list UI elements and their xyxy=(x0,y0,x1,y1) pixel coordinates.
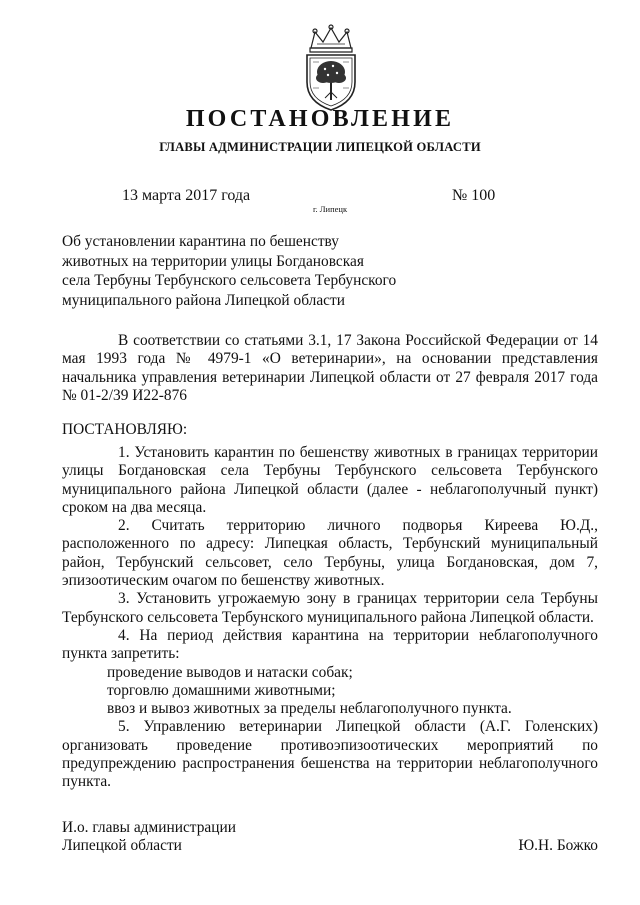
decree-item-3: 3. Установить угрожаемую зону в границах территории села Тербуны Тербунского сельсовета Тербунского муниципального района Липецкой области. xyxy=(62,590,598,626)
preamble-paragraph: В соответствии со статьями 3.1, 17 Закона Российской Федерации от 14 мая 1993 года № 4979-1 «О ветеринарии», на основании представления начальника управления ветеринарии Липецкой области от 27 февраля 2017 года № 01-2/39 И22-876 xyxy=(62,332,598,404)
signature-position-line: И.о. главы администрации xyxy=(62,819,236,836)
subject-line: села Тербуны Тербунского сельсовета Тербунского xyxy=(62,272,397,290)
decree-item-1: 1. Установить карантин по бешенству животных в границах территории улицы Богдановская села Тербуны Тербунского сельсовета Тербунского муниципального района Липецкой области (далее - неблагополучный пункт) сроком на два месяца. xyxy=(62,444,598,516)
prohibition-item: проведение выводов и натаски собак; xyxy=(107,663,353,681)
decree-heading: ПОСТАНОВЛЯЮ: xyxy=(62,421,188,438)
decree-item-5: 5. Управлению ветеринарии Липецкой области (А.Г. Голенских) организовать проведение противоэпизоотических мероприятий по предупреждению распространения бешенства на территории неблагополучного пункта. xyxy=(62,718,598,791)
document-subject xyxy=(62,232,442,310)
document-city: г. Липецк xyxy=(313,204,348,214)
decree-item-4: 4. На период действия карантина на территории неблагополучного пункта запретить: xyxy=(62,626,598,663)
prohibition-item: ввоз и вывоз животных за пределы неблагополучного пункта. xyxy=(107,700,512,718)
decree-item-2: 2. Считать территорию личного подворья Киреева Ю.Д., расположенного по адресу: Липецкая область, Тербунский муниципальный район, Тербунский сельсовет, село Тербуны, улица Богдановская, дом 7, эпизоотическим очагом по бешенству животных. xyxy=(62,517,598,590)
coat-of-arms-icon xyxy=(297,22,365,112)
signature-position-line: Липецкой области xyxy=(62,837,182,855)
signature-position xyxy=(62,819,236,856)
signature-name: Ю.Н. Божко xyxy=(518,837,598,854)
subject-line: муниципального района Липецкой области xyxy=(62,291,345,309)
subject-line: животных на территории улицы Богдановская xyxy=(62,252,364,270)
prohibition-item: торговлю домашними животными; xyxy=(107,681,336,699)
document-date: 13 марта 2017 года xyxy=(122,187,251,204)
document-number: № 100 xyxy=(452,187,496,204)
subject-line: Об установлении карантина по бешенству xyxy=(62,233,339,250)
preamble-section xyxy=(62,332,598,405)
document-title: ПОСТАНОВЛЕНИЕ xyxy=(185,106,455,132)
decree-items xyxy=(62,444,598,792)
document-subtitle: ГЛАВЫ АДМИНИСТРАЦИИ ЛИПЕЦКОЙ ОБЛАСТИ xyxy=(159,140,481,154)
